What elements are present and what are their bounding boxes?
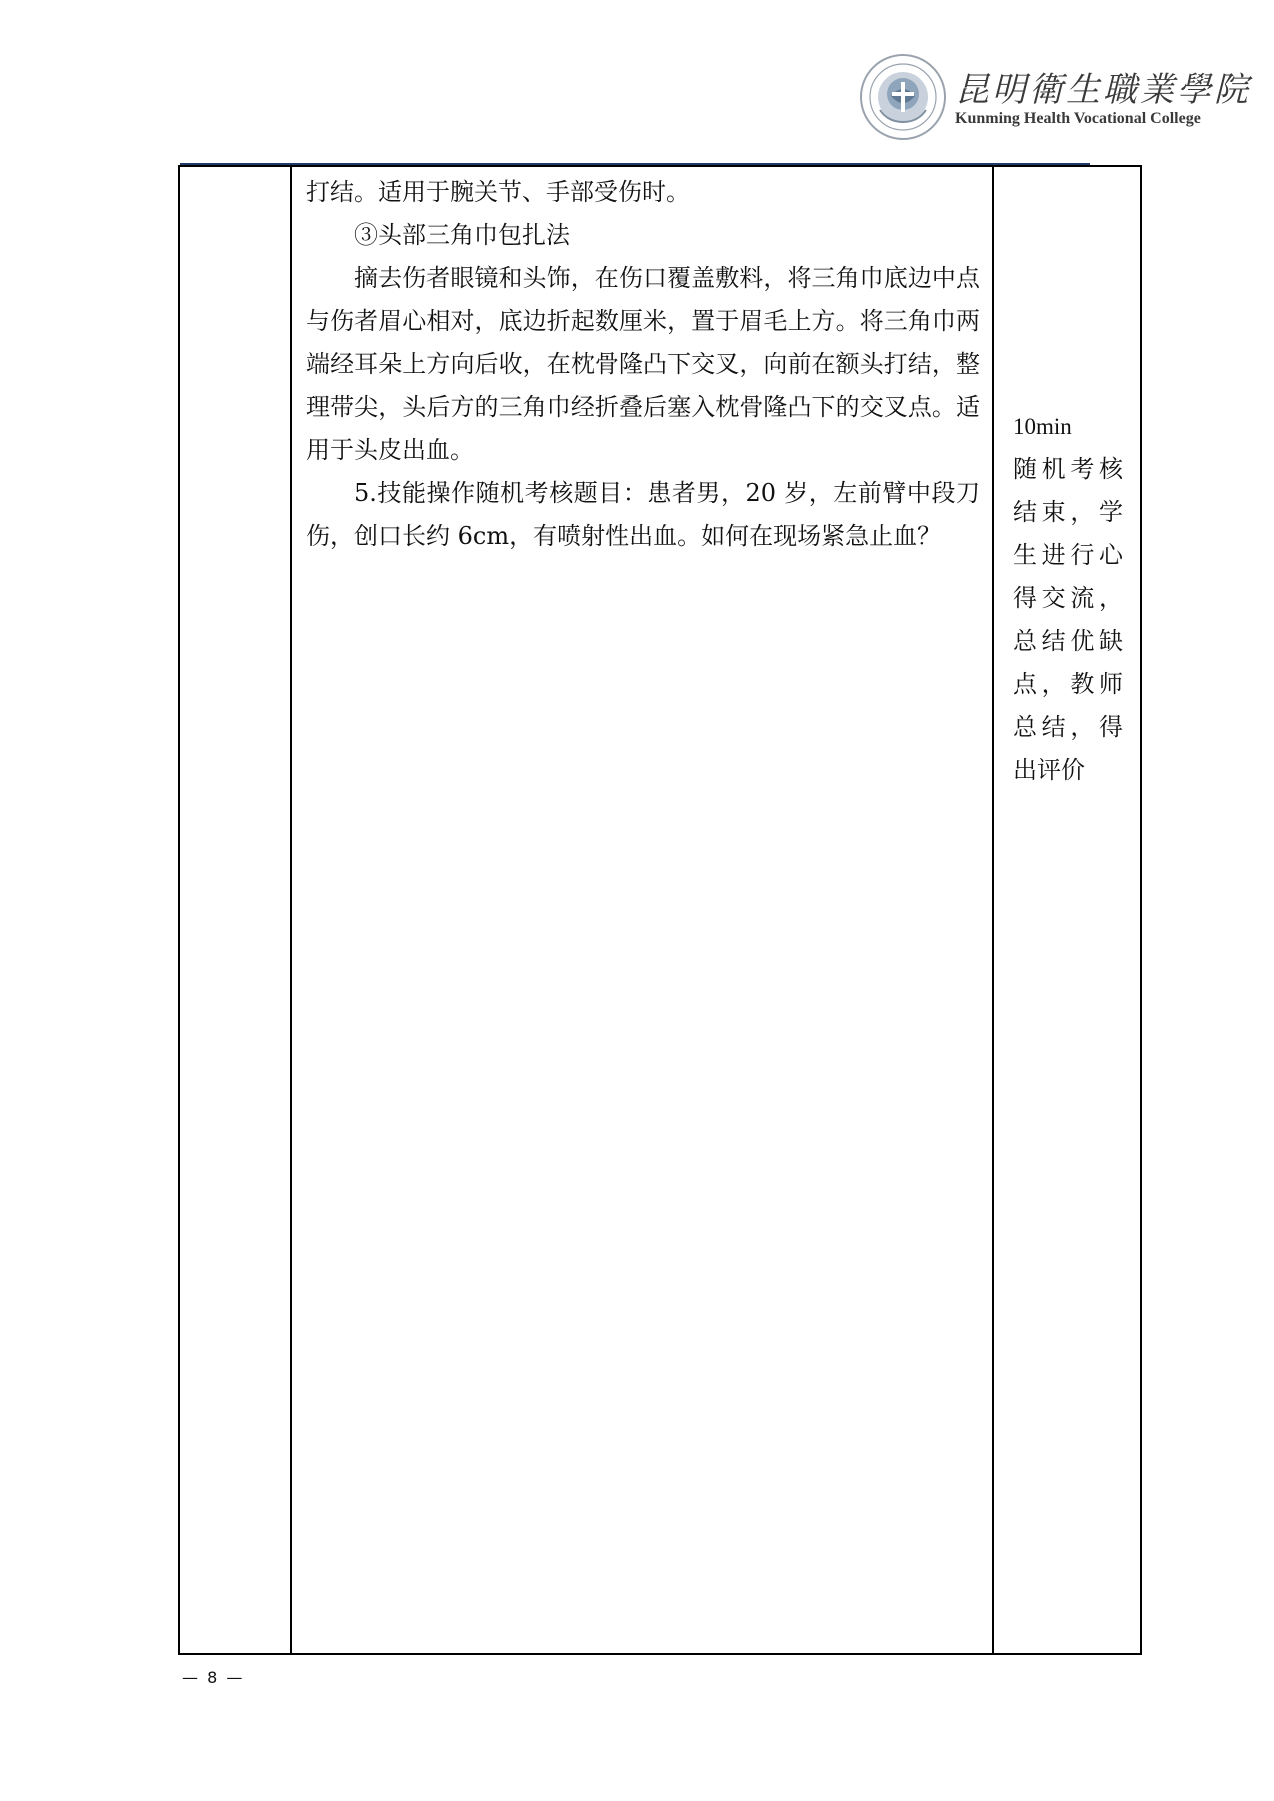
college-name-cn: 昆明衛生職業學院 [955, 70, 1251, 110]
column-divider-right [992, 167, 994, 1653]
lesson-table [178, 165, 1142, 1655]
paragraph-continuation: 打结。适用于腕关节、手部受伤时。 [306, 178, 690, 206]
section-heading-head-bandage: ③头部三角巾包扎法 [354, 221, 570, 249]
paragraph-assessment-question: 5.技能操作随机考核题目：患者男，20 岁，左前臂中段刀伤，创口长约 6cm，有喷射性出血。如何在现场紧急止血？ [306, 479, 980, 550]
time-activity-column [1003, 405, 1133, 792]
time-allocation: 10min [1013, 414, 1072, 439]
college-name-en: Kunming Health Vocational College [955, 110, 1201, 127]
page-number: — 8 — [182, 1668, 245, 1687]
paragraph-head-bandage: 摘去伤者眼镜和头饰，在伤口覆盖敷料，将三角巾底边中点与伤者眉心相对，底边折起数厘米，置于眉毛上方。将三角巾两端经耳朵上方向后收，在枕骨隆凸下交叉，向前在额头打结，整理带尖，头后方的三角巾经折叠后塞入枕骨隆凸下的交叉点。适用于头皮出血。 [306, 264, 980, 464]
activity-description: 随机考核结束，学生进行心得交流，总结优缺点，教师总结，得出评价 [1013, 455, 1123, 784]
content-column [292, 167, 992, 558]
college-seal-icon [858, 52, 948, 142]
